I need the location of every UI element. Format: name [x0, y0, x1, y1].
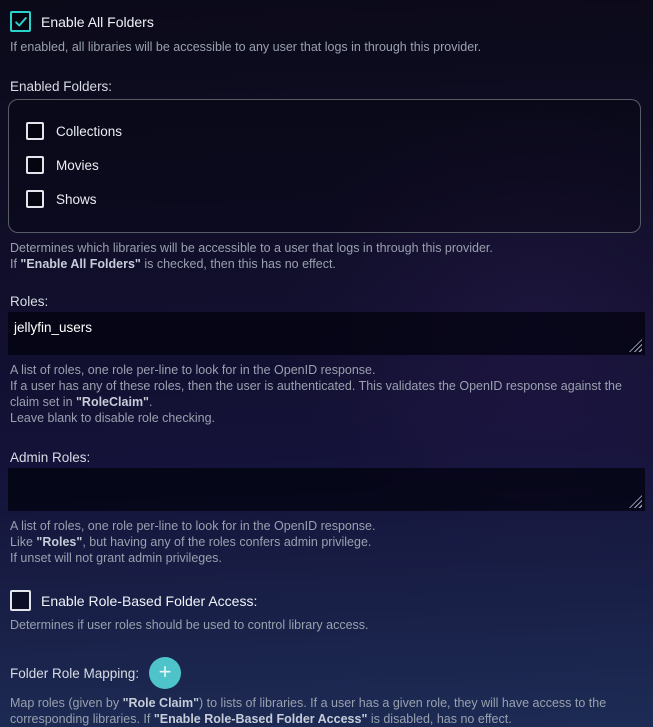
roles-textarea[interactable]	[8, 312, 645, 355]
enabled-folders-description	[10, 240, 643, 272]
admin-roles-label: Admin Roles:	[10, 450, 91, 465]
role-based-folder-access-row	[10, 590, 643, 611]
folder-role-mapping-label: Folder Role Mapping:	[10, 665, 140, 681]
description-line: If "Enable All Folders" is checked, then this has no effect.	[10, 257, 336, 271]
enabled-folders-label: Enabled Folders:	[10, 79, 113, 94]
movies-checkbox[interactable]	[26, 156, 44, 174]
description-line: Determines which libraries will be accessible to a user that logs in through this provider.	[10, 241, 493, 255]
roles-description	[10, 362, 643, 426]
add-folder-role-mapping-button[interactable]	[149, 657, 181, 689]
description-line: A list of roles, one role per-line to look for in the OpenID response.	[10, 519, 376, 533]
checkmark-icon	[14, 15, 28, 29]
enable-all-folders-row	[10, 11, 643, 32]
admin-roles-description	[10, 518, 643, 566]
movies-label: Movies	[56, 157, 99, 173]
collections-checkbox[interactable]	[26, 122, 44, 140]
description-line: A list of roles, one role per-line to look for in the OpenID response.	[10, 363, 376, 377]
roles-label: Roles:	[10, 294, 49, 309]
description-line: If a user has any of these roles, then the user is authenticated. This validates the OpenID response against the claim set in "RoleClaim".	[10, 379, 622, 409]
description-line: Like "Roles", but having any of the roles confers admin privilege.	[10, 535, 372, 549]
shows-checkbox[interactable]	[26, 190, 44, 208]
description-line: If unset will not grant admin privileges.	[10, 551, 222, 565]
folder-row-collections	[26, 122, 624, 140]
shows-label: Shows	[56, 191, 97, 207]
folder-role-mapping-description: Map roles (given by "Role Claim") to lists of libraries. If a user has a given role, they will have access to the corresponding libraries. If "Enable Role-Based Folder Access" is disabled, has no effect.	[10, 696, 607, 726]
folder-row-shows	[26, 190, 624, 208]
collections-label: Collections	[56, 123, 123, 139]
admin-roles-textarea[interactable]	[8, 468, 645, 511]
plus-icon: +	[158, 658, 172, 684]
role-based-folder-access-checkbox[interactable]	[10, 590, 31, 611]
enable-all-folders-checkbox[interactable]	[10, 11, 31, 32]
description-line: Leave blank to disable role checking.	[10, 411, 215, 425]
role-based-folder-access-description: Determines if user roles should be used to control library access.	[10, 618, 369, 632]
folder-role-mapping-row	[10, 657, 643, 689]
roles-textarea-wrap	[8, 312, 645, 355]
folder-row-movies	[26, 156, 624, 174]
enabled-folders-fieldset	[8, 99, 641, 233]
role-based-folder-access-label: Enable Role-Based Folder Access:	[41, 592, 258, 609]
enable-all-folders-label: Enable All Folders	[41, 13, 154, 30]
enable-all-folders-description: If enabled, all libraries will be accessible to any user that logs in through this provider.	[10, 40, 482, 54]
admin-roles-textarea-wrap	[8, 468, 645, 511]
